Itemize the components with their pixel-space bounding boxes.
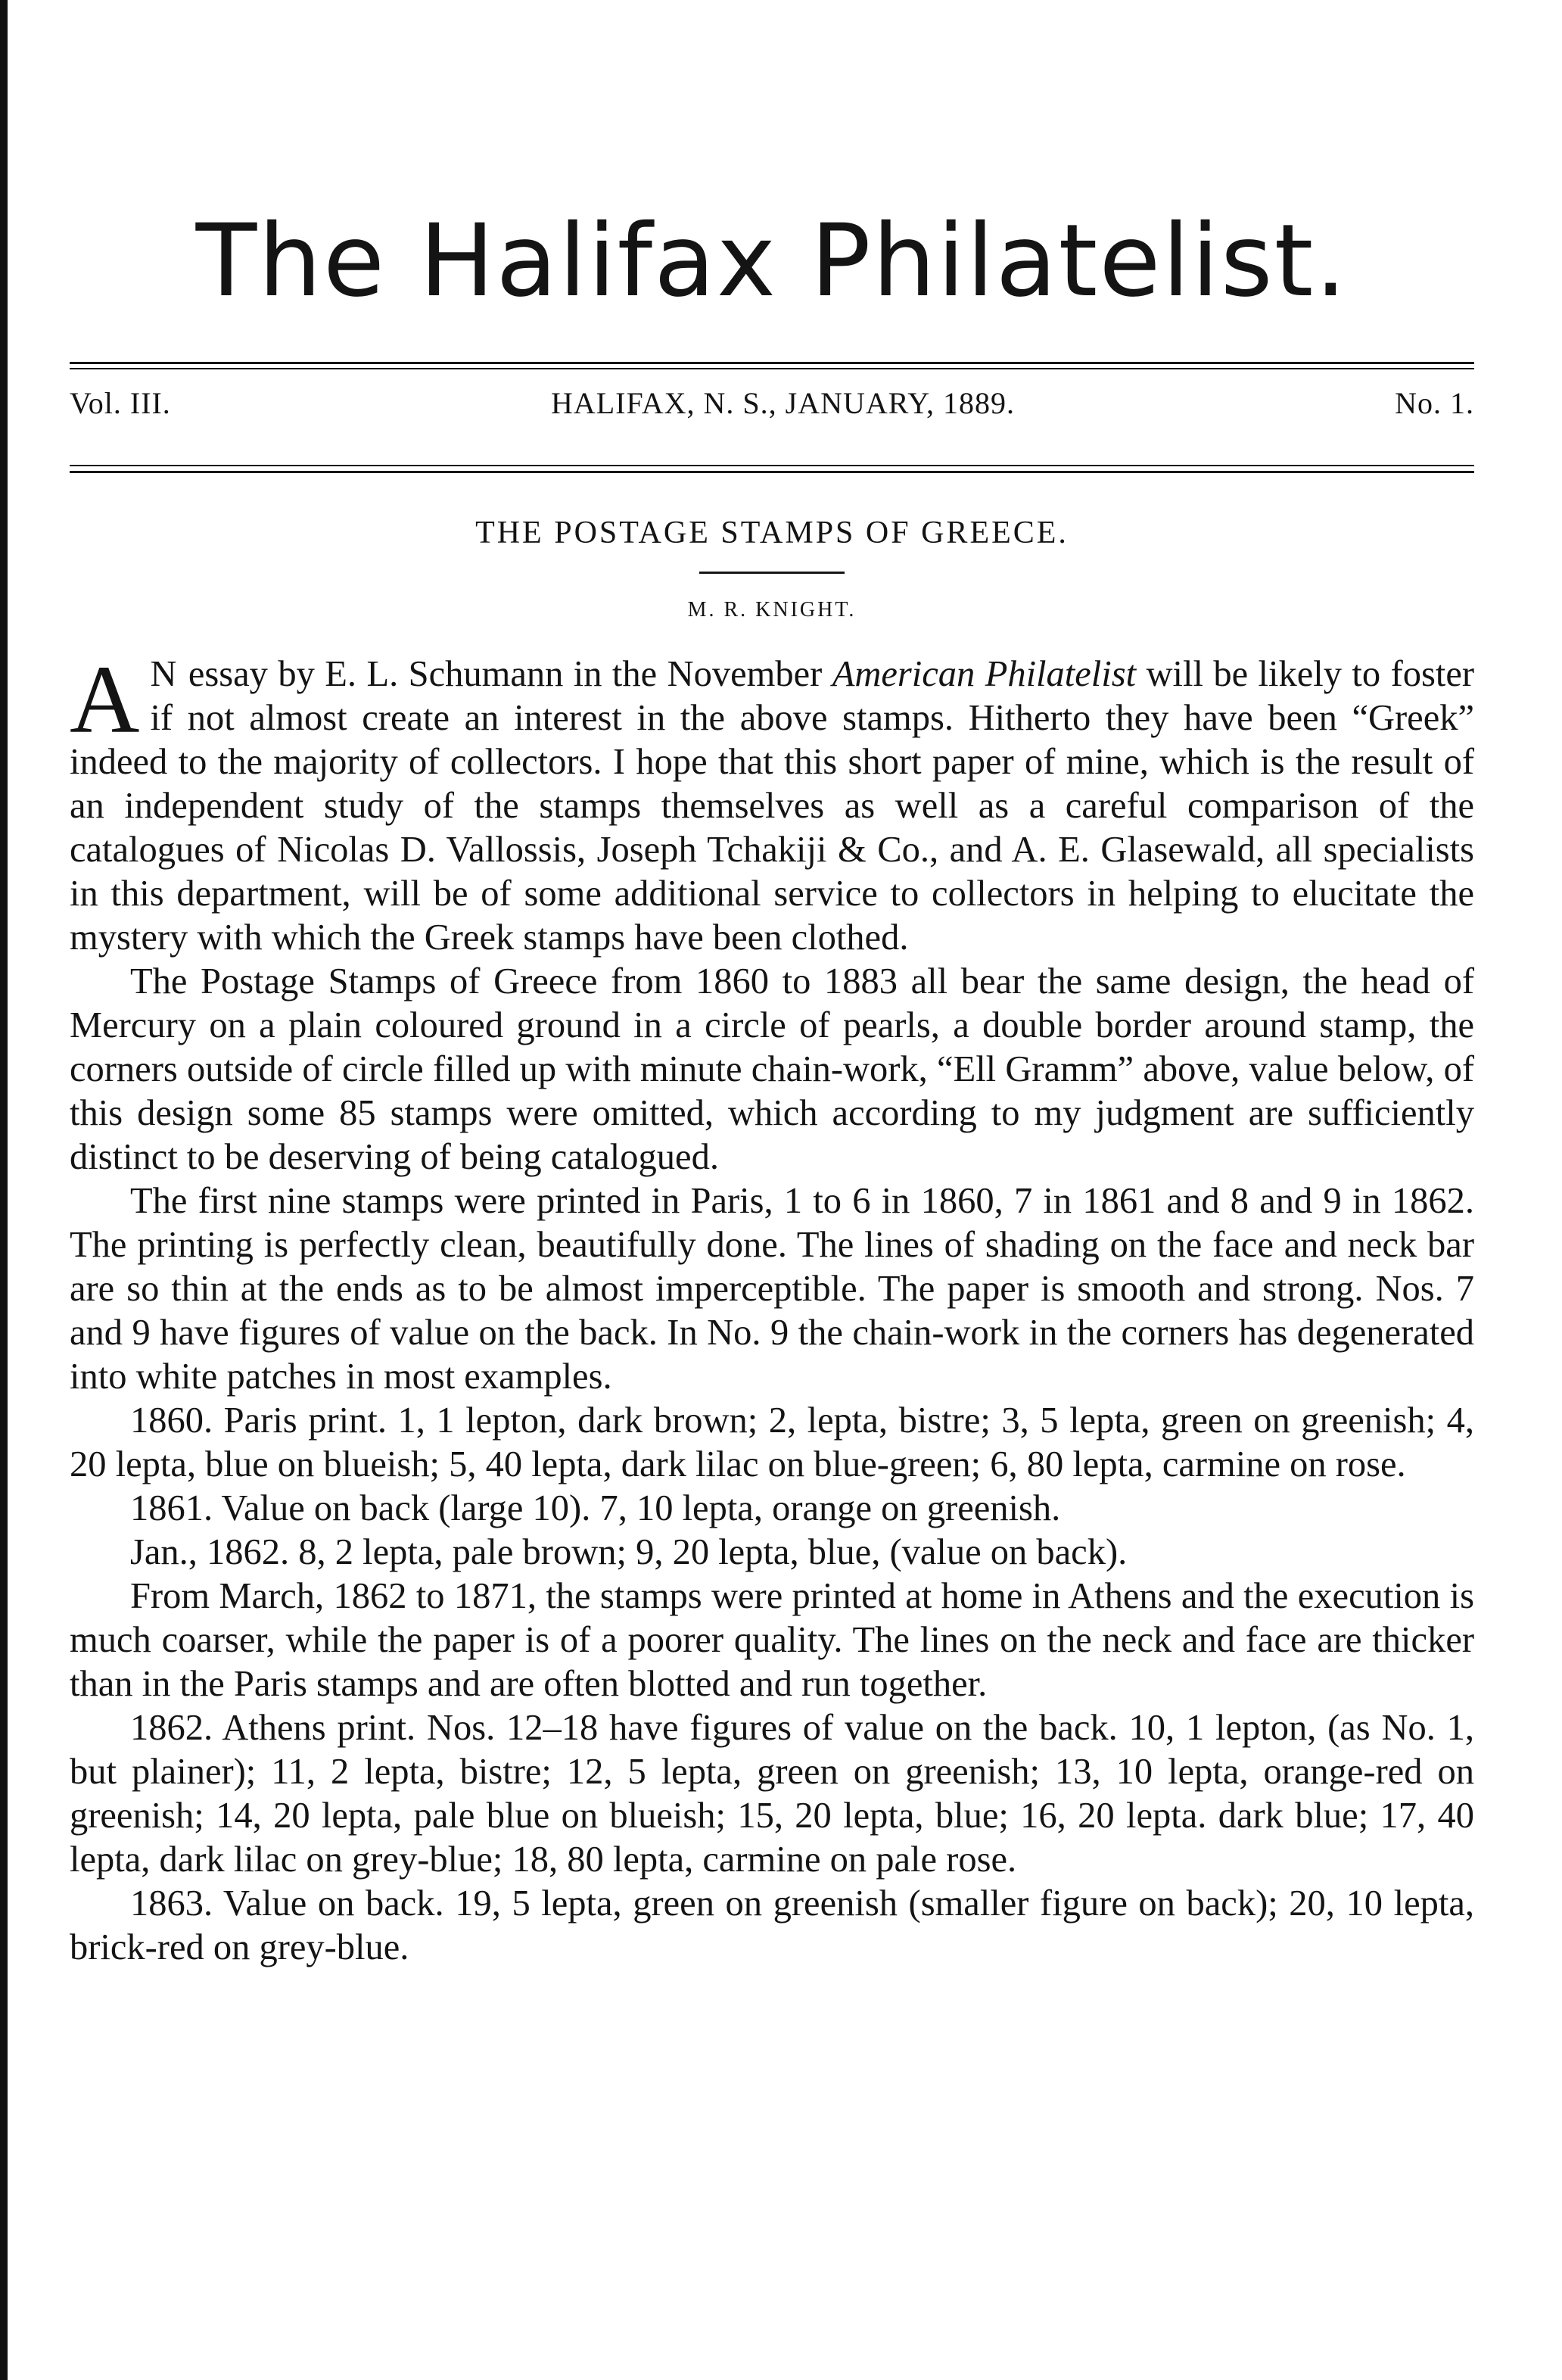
- volume-number: Vol. III.: [70, 385, 171, 420]
- masthead-rule-top: [70, 362, 1474, 364]
- drop-cap-letter: A: [70, 646, 140, 753]
- paragraph-3: The first nine stamps were printed in Paris, 1 to 6 in 1860, 7 in 1861 and 8 and 9 in 1862. The printing is perfectly clean, beautifully done. The lines of shading on the face and neck bar are so thin at the ends as to be almost imperceptible. The paper is smooth and strong. Nos. 7 and 9 have figures of value on the back. In No. 9 the chain-work in the corners has degenerated into white patches in most examples.: [70, 1181, 1474, 1397]
- paragraph-6: Jan., 1862. 8, 2 lepta, pale brown; 9, 20 lepta, blue, (value on back).: [130, 1532, 1128, 1572]
- lead-word-rest: N: [150, 654, 179, 694]
- article-body: [70, 646, 1474, 1970]
- journal-reference: American Philatelist: [832, 654, 1137, 694]
- issue-rule-top: [70, 465, 1474, 466]
- issue-line: [70, 380, 1474, 425]
- paragraph-7: From March, 1862 to 1871, the stamps were printed at home in Athens and the execution is much coarser, while the paper is of a poorer quality. The lines on the neck and face are thicker than in the Paris stamps and are often blotted and run together.: [70, 1576, 1474, 1704]
- issue-rule-bottom: [70, 471, 1474, 473]
- paragraph-1-text-b: will be likely to foster if not almost create an interest in the above stamps. Hitherto they have been “Greek” indeed to the majority of collectors. I hope that this short paper of mine, which is the result of an independent study of the stamps themselves as well as a careful comparison of the catalogues of Nicolas D. Vallossis, Joseph Tchakiji & Co., and A. E. Glasewald, all specialists in this department, will be of some additional service to collectors in helping to elucitate the mystery with which the Greek stamps have been clothed.: [70, 654, 1474, 958]
- masthead-rule-bottom: [70, 368, 1474, 369]
- journal-masthead: The Halifax Philatelist.: [195, 203, 1349, 319]
- paragraph-5: 1861. Value on back (large 10). 7, 10 lepta, orange on greenish.: [130, 1488, 1061, 1528]
- article-title: THE POSTAGE STAMPS OF GREECE.: [475, 516, 1069, 550]
- issue-number: No. 1.: [1395, 385, 1474, 420]
- paragraph-8: 1862. Athens print. Nos. 12–18 have figures of value on the back. 10, 1 lepton, (as No. 1, but plainer); 11, 2 lepta, bistre; 12, 5 lepta, green on greenish; 13, 10 lepta, orange-red on greenish; 14, 20 lepta, pale blue on blueish; 15, 20 lepta, blue; 16, 20 lepta. dark blue; 17, 40 lepta, dark lilac on grey-blue; 18, 80 lepta, carmine on pale rose.: [70, 1708, 1474, 1880]
- paragraph-9: 1863. Value on back. 19, 5 lepta, green on greenish (smaller figure on back); 20, 10 lepta, brick-red on grey-blue.: [70, 1883, 1474, 1967]
- paragraph-2: The Postage Stamps of Greece from 1860 to 1883 all bear the same design, the head of Mercury on a plain coloured ground in a circle of pearls, a double border around stamp, the corners outside of circle filled up with minute chain-work, “Ell Gramm” above, value below, of this design some 85 stamps were omitted, which according to my judgment are sufficiently distinct to be deserving of being catalogued.: [70, 961, 1474, 1177]
- paragraph-4: 1860. Paris print. 1, 1 lepton, dark brown; 2, lepta, bistre; 3, 5 lepta, green on greenish; 4, 20 lepta, blue on blueish; 5, 40 lepta, dark lilac on blue-green; 6, 80 lepta, carmine on rose.: [70, 1400, 1474, 1484]
- paragraph-1: [70, 646, 1474, 960]
- article-author: M. R. KNIGHT.: [687, 598, 857, 621]
- page-spine-edge: [0, 0, 8, 2380]
- paragraph-1-text-a: essay by E. L. Schumann in the November: [178, 654, 832, 694]
- title-divider: [699, 572, 845, 574]
- journal-page: [70, 0, 1474, 2380]
- issue-place-date: HALIFAX, N. S., JANUARY, 1889.: [550, 385, 1015, 420]
